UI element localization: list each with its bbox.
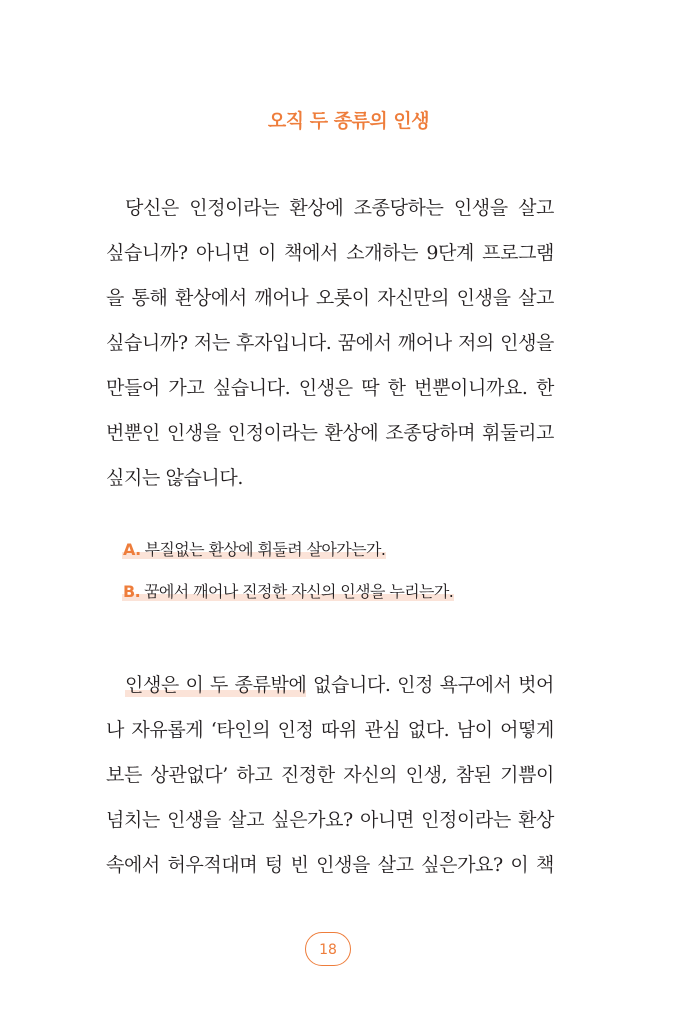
paragraph-line: 번뿐인 인생을 인정이라는 환상에 조종당하며 휘둘리고 (106, 422, 554, 444)
choice-highlight (122, 582, 454, 601)
paragraph-line: 속에서 허우적대며 텅 빈 인생을 살고 싶은가요? 이 책 (106, 854, 554, 876)
underline-highlight: 인생은 이 두 종류밖에 (125, 674, 307, 696)
choice-letter: B. (123, 582, 141, 601)
paragraph-conclusion (106, 663, 554, 888)
choice-text: 꿈에서 깨어나 진정한 자신의 인생을 누리는가. (144, 582, 454, 601)
choice-item-a (122, 535, 454, 569)
paragraph-line (106, 663, 554, 708)
paragraph-line: 싶습니까? 저는 후자입니다. 꿈에서 깨어나 저의 인생을 (106, 332, 554, 354)
paragraph-line: 보든 상관없다’ 하고 진정한 자신의 인생, 참된 기쁨이 (106, 764, 554, 786)
choice-item-b (122, 577, 454, 611)
paragraph-line: 싶지는 않습니다. (106, 467, 243, 489)
paragraph-line: 만들어 가고 싶습니다. 인생은 딱 한 번뿐이니까요. 한 (106, 377, 554, 399)
choice-text: 부질없는 환상에 휘둘려 살아가는가. (144, 540, 386, 559)
choice-letter: A. (123, 540, 141, 559)
paragraph-line: 당신은 인정이라는 환상에 조종당하는 인생을 살고 (125, 197, 554, 219)
page-number: 18 (305, 932, 351, 966)
paragraph-line: 나 자유롭게 ‘타인의 인정 따위 관심 없다. 남이 어떻게 (106, 719, 554, 741)
page-title: 오직 두 종류의 인생 (267, 110, 430, 132)
choice-list (122, 535, 454, 619)
paragraph-line: 싶습니까? 아니면 이 책에서 소개하는 9단계 프로그램 (106, 242, 554, 264)
paragraph-line: 을 통해 환상에서 깨어나 오롯이 자신만의 인생을 살고 (106, 287, 554, 309)
paragraph-line: 넘치는 인생을 살고 싶은가요? 아니면 인정이라는 환상 (106, 809, 554, 831)
choice-highlight (122, 540, 386, 559)
paragraph-line-rest: 없습니다. 인정 욕구에서 벗어 (306, 674, 554, 696)
paragraph-intro (106, 186, 554, 501)
